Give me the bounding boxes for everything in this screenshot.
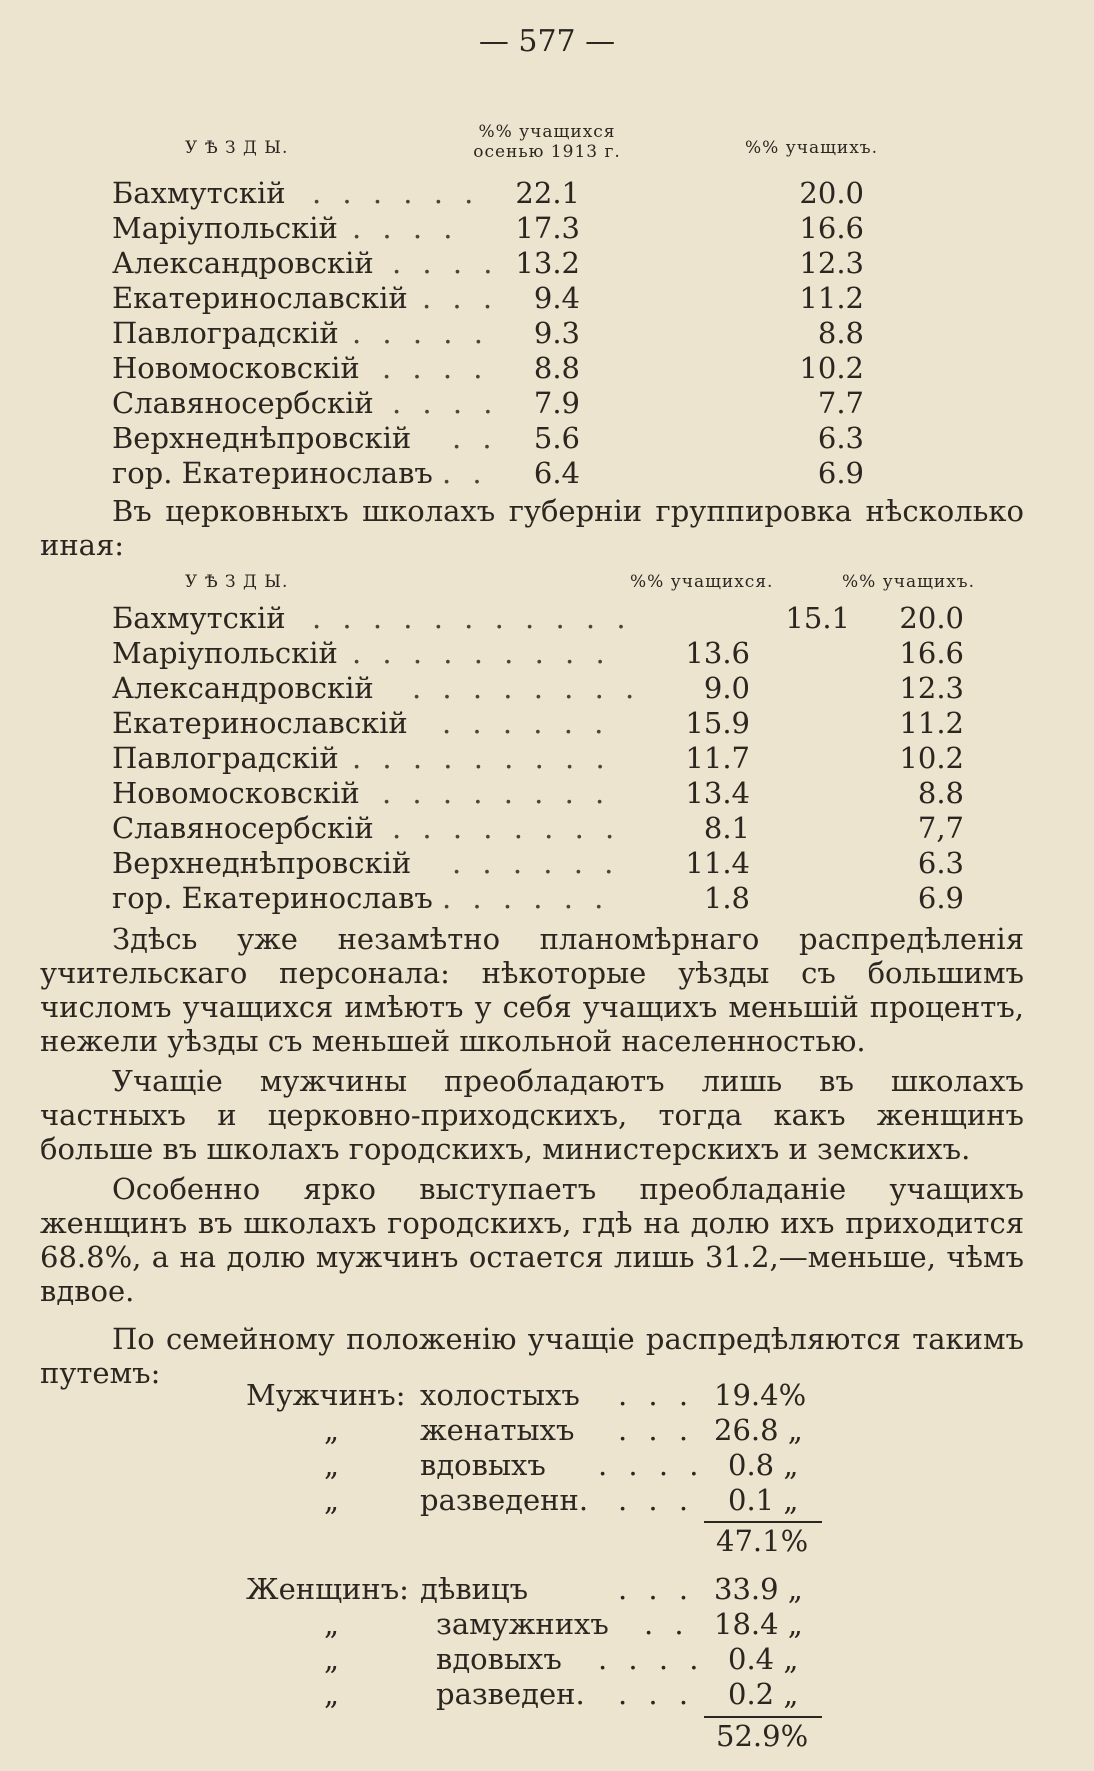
table2-header-students: %% учащихся. xyxy=(630,572,774,592)
leader-dots: . . . . xyxy=(392,386,499,420)
teachers-pct: 12.3 xyxy=(799,246,864,280)
status-value: 18.4 „ xyxy=(714,1607,803,1641)
leader-dots: . . . xyxy=(618,1483,695,1517)
leader-dots: . . . xyxy=(618,1677,695,1711)
uezd-name: Александровскій xyxy=(112,246,374,280)
uezd-name: Новомосковскій xyxy=(112,776,360,810)
ditto-mark: „ xyxy=(324,1483,340,1517)
status-label: вдовыхъ xyxy=(436,1642,562,1676)
table-row xyxy=(112,741,1012,775)
leader-dots: . . . . . . . . xyxy=(412,671,641,705)
page-number: — 577 — xyxy=(478,24,616,59)
teachers-pct: 10.2 xyxy=(799,351,864,385)
table1-header xyxy=(0,118,1094,178)
status-label: дѣвицъ xyxy=(420,1572,529,1606)
teachers-pct: 11.2 xyxy=(899,706,964,740)
teachers-pct: 8.8 xyxy=(817,316,864,350)
table2-header-teachers: %% учащихъ. xyxy=(842,572,976,592)
table1-header-students-line1: %% учащихся xyxy=(478,122,616,142)
ditto-mark: „ xyxy=(324,1642,340,1676)
leader-dots: . . . . . . xyxy=(442,706,610,740)
uezd-name: Павлоградскій xyxy=(112,316,339,350)
students-pct: 15.9 xyxy=(685,706,750,740)
status-value: 0.4 „ xyxy=(728,1642,799,1676)
teachers-pct: 16.6 xyxy=(799,211,864,245)
table-row xyxy=(112,776,1012,810)
students-pct: 7.9 xyxy=(533,386,580,420)
uezd-name: Новомосковскій xyxy=(112,351,360,385)
family-row xyxy=(246,1483,846,1517)
leader-dots: . . . . . . . . . xyxy=(352,741,611,775)
paragraph: Учащіе мужчины преобладаютъ лишь въ школахъ частныхъ и церковно-приходскихъ, тогда какъ женщинъ больше въ школахъ городскихъ, министерскихъ и земскихъ. xyxy=(40,1064,1024,1166)
teachers-pct: 16.6 xyxy=(899,636,964,670)
table-row xyxy=(112,846,1012,880)
intro-text: Въ церковныхъ школахъ губерніи группировка нѣсколько иная: xyxy=(40,494,1024,562)
uezd-name: Маріупольскій xyxy=(112,211,338,245)
students-pct: 5.6 xyxy=(533,421,580,455)
family-row xyxy=(246,1642,846,1676)
table-row xyxy=(112,881,1012,915)
teachers-pct: 8.8 xyxy=(917,776,964,810)
teachers-pct: 20.0 xyxy=(799,176,864,210)
table-row xyxy=(112,456,1012,490)
paragraph: Особенно ярко выступаетъ преобладаніе учащихъ женщинъ въ школахъ городскихъ, гдѣ на долю ихъ приходится 68.8%, а на долю мужчинъ остается лишь 31.2,—меньше, чѣмъ вдвое. xyxy=(40,1172,1024,1308)
status-value: 0.8 „ xyxy=(728,1448,799,1482)
teachers-pct: 10.2 xyxy=(899,741,964,775)
teachers-pct: 12.3 xyxy=(899,671,964,705)
table-row xyxy=(112,176,1012,210)
table-row xyxy=(112,636,1012,670)
uezd-name: гор. Екатеринославъ xyxy=(112,456,433,490)
teachers-pct: 7,7 xyxy=(917,811,964,845)
ditto-mark: „ xyxy=(324,1607,340,1641)
uezd-name: Верхнеднѣпровскій xyxy=(112,846,412,880)
uezd-name: Маріупольскій xyxy=(112,636,338,670)
intro-paragraph xyxy=(40,494,1024,562)
students-pct: 9.0 xyxy=(703,671,750,705)
students-pct: 13.4 xyxy=(685,776,750,810)
leader-dots: . . . . . . . . . xyxy=(352,636,611,670)
students-pct: 13.2 xyxy=(515,246,580,280)
family-row xyxy=(246,1607,846,1641)
men-total: 47.1% xyxy=(716,1524,809,1558)
leader-dots: . . . xyxy=(618,1572,695,1606)
status-label: разведен. xyxy=(436,1677,585,1711)
uezd-name: Бахмутскій xyxy=(112,176,286,210)
leader-dots: . . . xyxy=(618,1413,695,1447)
teachers-pct: 7.7 xyxy=(817,386,864,420)
students-pct: 6.4 xyxy=(533,456,580,490)
leader-dots: . . . . . . . . . . . xyxy=(312,601,632,635)
teachers-pct: 6.3 xyxy=(817,421,864,455)
table2-header-uezdy: У Ѣ З Д Ы. xyxy=(185,572,289,592)
leader-dots: . . . xyxy=(618,1378,695,1412)
table-row xyxy=(112,246,1012,280)
table-row xyxy=(112,811,1012,845)
status-value: 0.1 „ xyxy=(728,1483,799,1517)
paragraph: По семейному положенію учащіе распредѣляются такимъ путемъ: xyxy=(40,1322,1024,1390)
teachers-pct: 11.2 xyxy=(799,281,864,315)
teachers-pct: 6.9 xyxy=(917,881,964,915)
table-row xyxy=(112,671,1012,705)
uezd-name: Бахмутскій xyxy=(112,601,286,635)
teachers-pct: 6.3 xyxy=(917,846,964,880)
table-row xyxy=(112,706,1012,740)
uezd-name: Екатеринославскій xyxy=(112,706,408,740)
students-pct: 11.7 xyxy=(685,741,750,775)
students-pct: 9.4 xyxy=(533,281,580,315)
students-pct: 8.8 xyxy=(533,351,580,385)
leader-dots: . . xyxy=(442,456,488,490)
table1-header-students-line2: осенью 1913 г. xyxy=(473,142,621,162)
status-value: 33.9 „ xyxy=(714,1572,803,1606)
students-pct: 1.8 xyxy=(703,881,750,915)
students-pct: 15.1 xyxy=(785,601,850,635)
students-pct: 8.1 xyxy=(703,811,750,845)
group-label: Мужчинъ: xyxy=(246,1378,406,1412)
status-label: женатыхъ xyxy=(420,1413,575,1447)
sum-rule xyxy=(704,1716,822,1718)
table1-header-teachers: %% учащихъ. xyxy=(745,138,879,158)
uezd-name: Александровскій xyxy=(112,671,374,705)
leader-dots: . . . . . . xyxy=(312,176,480,210)
leader-dots: . . . . xyxy=(598,1448,705,1482)
leader-dots: . . . . . xyxy=(352,316,489,350)
group-label: Женщинъ: xyxy=(246,1572,409,1606)
table-row xyxy=(112,601,1012,635)
family-row xyxy=(246,1413,846,1447)
status-label: холостыхъ xyxy=(420,1378,580,1412)
status-label: замужнихъ xyxy=(436,1607,609,1641)
uezd-name: гор. Екатеринославъ xyxy=(112,881,433,915)
students-pct: 9.3 xyxy=(533,316,580,350)
ditto-mark: „ xyxy=(324,1677,340,1711)
table1-header-students xyxy=(462,122,632,162)
teachers-pct: 20.0 xyxy=(899,601,964,635)
table2-header xyxy=(0,572,1094,598)
leader-dots: . . . . xyxy=(352,211,459,245)
leader-dots: . . . . xyxy=(598,1642,705,1676)
status-label: разведенн. xyxy=(420,1483,589,1517)
table-row xyxy=(112,386,1012,420)
status-value: 19.4% xyxy=(714,1378,807,1412)
leader-dots: . . . . . . xyxy=(442,881,610,915)
table-row xyxy=(112,421,1012,455)
ditto-mark: „ xyxy=(324,1413,340,1447)
family-row xyxy=(246,1677,846,1711)
status-value: 26.8 „ xyxy=(714,1413,803,1447)
uezd-name: Славяносербскій xyxy=(112,386,374,420)
table-row xyxy=(112,281,1012,315)
students-pct: 17.3 xyxy=(515,211,580,245)
students-pct: 13.6 xyxy=(685,636,750,670)
family-row xyxy=(246,1378,846,1412)
ditto-mark: „ xyxy=(324,1448,340,1482)
uezd-name: Верхнеднѣпровскій xyxy=(112,421,412,455)
body-text xyxy=(40,922,1024,1390)
family-row xyxy=(246,1572,846,1606)
students-pct: 11.4 xyxy=(685,846,750,880)
teachers-pct: 6.9 xyxy=(817,456,864,490)
leader-dots: . . xyxy=(644,1607,690,1641)
status-label: вдовыхъ xyxy=(420,1448,546,1482)
sum-rule xyxy=(704,1521,822,1523)
leader-dots: . . . . . . . . xyxy=(392,811,621,845)
family-row xyxy=(246,1448,846,1482)
paragraph: Здѣсь уже незамѣтно планомѣрнаго распредѣленія учительскаго персонала: нѣкоторые уѣзды съ большимъ числомъ учащихся имѣютъ у себя учащихъ меньшій процентъ, нежели уѣзды съ меньшей школьной населенностью. xyxy=(40,922,1024,1058)
students-pct: 22.1 xyxy=(515,176,580,210)
leader-dots: . . . . . . xyxy=(452,846,620,880)
leader-dots: . . . . xyxy=(382,351,489,385)
leader-dots: . . . . . . . . xyxy=(382,776,611,810)
table-row xyxy=(112,351,1012,385)
leader-dots: . . . . xyxy=(392,246,499,280)
table-row xyxy=(112,316,1012,350)
women-total: 52.9% xyxy=(716,1719,809,1753)
uezd-name: Екатеринославскій xyxy=(112,281,408,315)
table1-header-uezdy: У Ѣ З Д Ы. xyxy=(185,138,289,158)
leader-dots: . . . xyxy=(422,281,499,315)
status-value: 0.2 „ xyxy=(728,1677,799,1711)
table-row xyxy=(112,211,1012,245)
leader-dots: . . xyxy=(452,421,498,455)
uezd-name: Павлоградскій xyxy=(112,741,339,775)
uezd-name: Славяносербскій xyxy=(112,811,374,845)
